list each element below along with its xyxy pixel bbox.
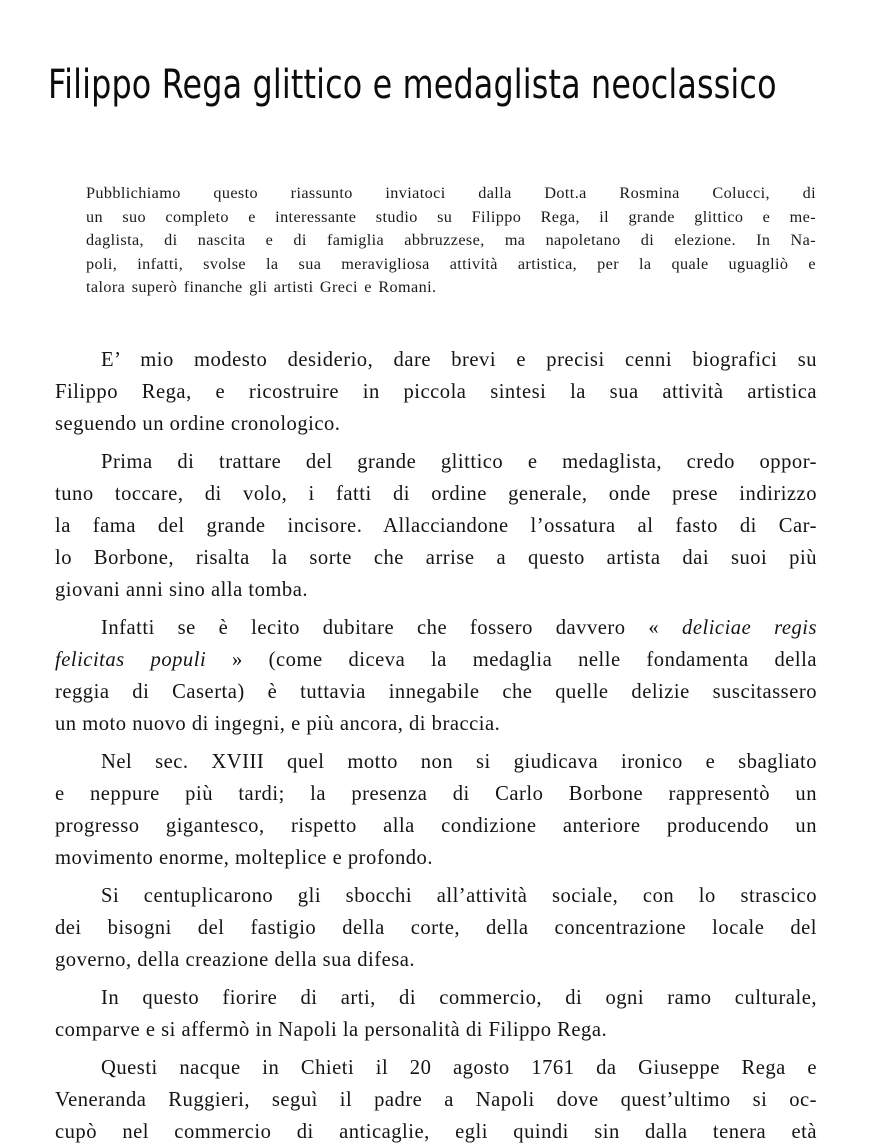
text-line: progresso gigantesco, rispetto alla condizione anteriore producendo un [55, 815, 817, 837]
text-line: Veneranda Ruggieri, seguì il padre a Napoli dove quest’ultimo si oc- [55, 1089, 817, 1111]
paragraph [55, 982, 817, 1046]
article-body [55, 344, 817, 1148]
text-span: » (come diceva la medaglia nelle fondamenta della [206, 649, 818, 671]
abstract-line: un suo completo e interessante studio su Filippo Rega, il grande glittico e me- [86, 207, 816, 226]
text-line: E’ mio modesto desiderio, dare brevi e precisi cenni biografici su [101, 349, 817, 371]
text-line: e neppure più tardi; la presenza di Carlo Borbone rappresentò un [55, 783, 817, 805]
text-line: Nel sec. XVIII quel motto non si giudicava ironico e sbagliato [101, 751, 817, 773]
text-line: Questi nacque in Chieti il 20 agosto 1761 da Giuseppe Rega e [101, 1057, 817, 1079]
text-line: In questo fiorire di arti, di commercio, di ogni ramo culturale, [101, 987, 817, 1009]
text-line: Prima di trattare del grande glittico e medaglista, credo oppor- [101, 451, 817, 473]
text-line: cupò nel commercio di anticaglie, egli quindi sin dalla tenera età [55, 1121, 817, 1143]
text-line: Filippo Rega, e ricostruire in piccola sintesi la sua attività artistica [55, 381, 817, 403]
paragraph [55, 880, 817, 976]
latin-quote: felicitas populi [55, 649, 207, 671]
latin-quote: deliciae regis [682, 617, 817, 639]
text-span: Infatti se è lecito dubitare che fossero davvero « [101, 617, 660, 639]
paragraph [55, 344, 817, 440]
paragraph [55, 746, 817, 874]
text-line [55, 644, 817, 676]
text-line: lo Borbone, risalta la sorte che arrise a questo artista dai suoi più [55, 547, 817, 569]
abstract-line: daglista, di nascita e di famiglia abbruzzese, ma napoletano di elezione. In Na- [86, 231, 816, 250]
paragraph [55, 612, 817, 740]
text-line: la fama del grande incisore. Allacciandone l’ossatura al fasto di Car- [55, 515, 817, 537]
text-line [55, 612, 817, 644]
editorial-abstract [86, 182, 816, 300]
text-line: dei bisogni del fastigio della corte, della concentrazione locale del [55, 917, 817, 939]
paragraph [55, 446, 817, 606]
abstract-line: poli, infatti, svolse la sua meravigliosa attività artistica, per la quale uguagliò e [86, 254, 816, 273]
abstract-line: talora superò finanche gli artisti Greci e Romani. [86, 278, 437, 297]
abstract-line: Pubblichiamo questo riassunto inviatoci dalla Dott.a Rosmina Colucci, di [86, 184, 816, 202]
text-line: Si centuplicarono gli sbocchi all’attività sociale, con lo strascico [101, 885, 817, 907]
text-line: reggia di Caserta) è tuttavia innegabile che quelle delizie suscitassero [55, 681, 817, 703]
text-line: comparve e si affermò in Napoli la personalità di Filippo Rega. [55, 1019, 608, 1041]
text-line: governo, della creazione della sua difesa. [55, 949, 416, 971]
text-line: un moto nuovo di ingegni, e più ancora, di braccia. [55, 713, 501, 735]
text-line: movimento enorme, molteplice e profondo. [55, 847, 434, 869]
text-line: giovani anni sino alla tomba. [55, 579, 308, 601]
paragraph [55, 1052, 817, 1148]
text-line: tuno toccare, di volo, i fatti di ordine generale, onde prese indirizzo [55, 483, 817, 505]
article-title: Filippo Rega glittico e medaglista neoclassico [48, 62, 777, 108]
text-line: seguendo un ordine cronologico. [55, 413, 341, 435]
